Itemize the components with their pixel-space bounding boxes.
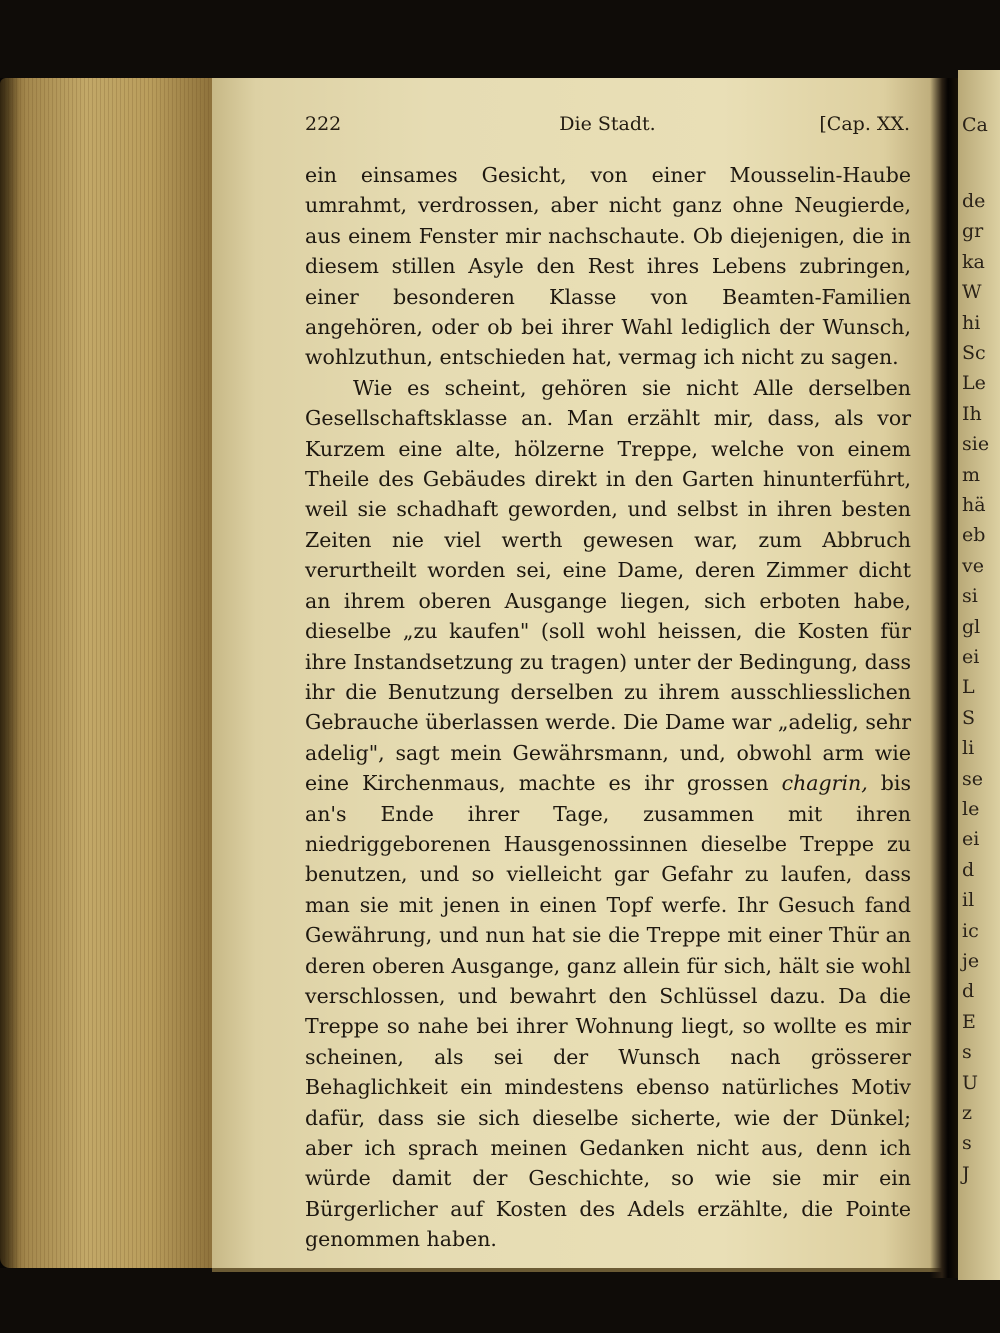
running-title: Die Stadt. [559,113,656,135]
paragraph-2-part-1: Wie es scheint, gehören sie nicht Alle derselben Gesellschaftsklasse an. Man erzählt mir, dass, als vor Kurzem eine alte, hölzerne Treppe, welche von einem Theile des Gebäudes direkt in den Garten hinunterführt, weil sie schadhaft geworden, und selbst in ihren besten Zeiten nie viel werth gewesen war, zum Abbruch verurtheilt worden sei, eine Dame, deren Zimmer dicht an ihrem oberen Ausgange liegen, sich erboten habe, dieselbe „zu kaufen" (soll wohl heissen, die Kosten für ihre Instandsetzung zu tragen) unter der Bedingung, dass ihr die Benutzung derselben zu ihrem ausschliesslichen Gebrauche überlassen werde. Die Dame war „adelig, sehr adelig", sagt mein Gewährsmann, und, obwohl arm wie eine Kirchenmaus, machte es ihr grossen [305,375,911,796]
facing-page-line-fragment: z [962,1102,973,1124]
facing-page-line-fragment: ic [962,919,979,942]
facing-page-line-fragment: hä [962,494,986,516]
book-page-edges [0,78,215,1268]
facing-page-line-fragment: ei [962,828,980,851]
facing-page [958,70,1000,1280]
page-header [305,113,910,141]
italic-chagrin: chagrin, [781,771,868,796]
facing-page-line-fragment: U [962,1071,979,1094]
facing-page-line-fragment: de [962,190,986,212]
paragraph-2 [305,373,911,1255]
paragraph-1: ein einsames Gesicht, von einer Mousselin-Haube umrahmt, verdrossen, aber nicht ganz ohne Neugierde, aus einem Fenster mir nachschaute. Ob diejenigen, die in diesem stillen Asyle den Rest ihres Lebens zubringen, einer besonderen Klasse von Beamten-Familien angehören, oder ob bei ihrer Wahl lediglich der Wunsch, wohlzuthun, entschieden hat, vermag ich nicht zu sagen. [305,163,911,370]
edge-shadow [0,78,20,1268]
facing-page-line-fragment: je [962,950,980,972]
facing-page-line-fragment: gr [962,220,984,243]
facing-page-line-fragment: L [962,676,975,699]
facing-page-line-fragment: gl [962,615,981,638]
facing-page-line-fragment: le [962,798,980,820]
facing-page-line-fragment: se [962,767,983,790]
facing-page-line-fragment: Sc [962,342,986,364]
facing-page-line-fragment: ka [962,250,985,273]
facing-page-line-fragment: eb [962,524,986,547]
page-number: 222 [305,113,342,135]
facing-page-line-fragment: il [962,889,975,912]
facing-page-line-fragment: li [962,737,975,760]
book-gutter [930,78,960,1278]
chapter-label: [Cap. XX. [819,113,910,135]
facing-page-line-fragment: ve [962,554,984,577]
body-text [305,160,911,1255]
facing-page-line-fragment: sie [962,433,990,456]
facing-page-line-fragment: E [962,1010,976,1033]
facing-page-line-fragment: Ih [962,402,982,425]
facing-page-line-fragment: s [962,1041,972,1064]
facing-page-line-fragment: ei [962,646,980,668]
facing-page-line-fragment: S [962,706,976,729]
facing-page-line-fragment: d [962,980,975,1003]
facing-page-header-fragment: Ca [962,114,988,136]
facing-page-line-fragment: s [962,1132,972,1155]
facing-page-line-fragment: Le [962,372,986,395]
facing-page-line-fragment: d [962,858,975,881]
facing-page-line-fragment: J [962,1162,970,1185]
facing-page-line-fragment: si [962,585,978,608]
facing-page-line-fragment: W [962,281,982,304]
facing-page-line-fragment: m [962,463,981,486]
paragraph-2-part-2: bis an's Ende ihrer Tage, zusammen mit ihren niedriggeborenen Hausgenossinnen dieselbe Treppe zu benutzen, und so vielleicht gar Gefahr zu laufen, dass man sie mit jenen in einen Topf werfe. Ihr Gesuch fand Gewährung, und nun hat sie die Treppe mit einer Thür an deren oberen Ausgange, ganz allein für sich, hält sie wohl verschlossen, und bewahrt den Schlüssel dazu. Da die Treppe so nahe bei ihrer Wohnung liegt, so wollte es mir scheinen, als sei der Wunsch nach grösserer Behaglichkeit ein mindestens ebenso natürliches Motiv dafür, dass sie sich dieselbe sicherte, wie der Dünkel; aber ich sprach meinen Gedanken nicht aus, denn ich würde damit der Geschichte, so wie sie mir ein Bürgerlicher auf Kosten des Adels erzählte, die Pointe genommen haben. [305,771,911,1252]
facing-page-line-fragment: hi [962,311,981,334]
